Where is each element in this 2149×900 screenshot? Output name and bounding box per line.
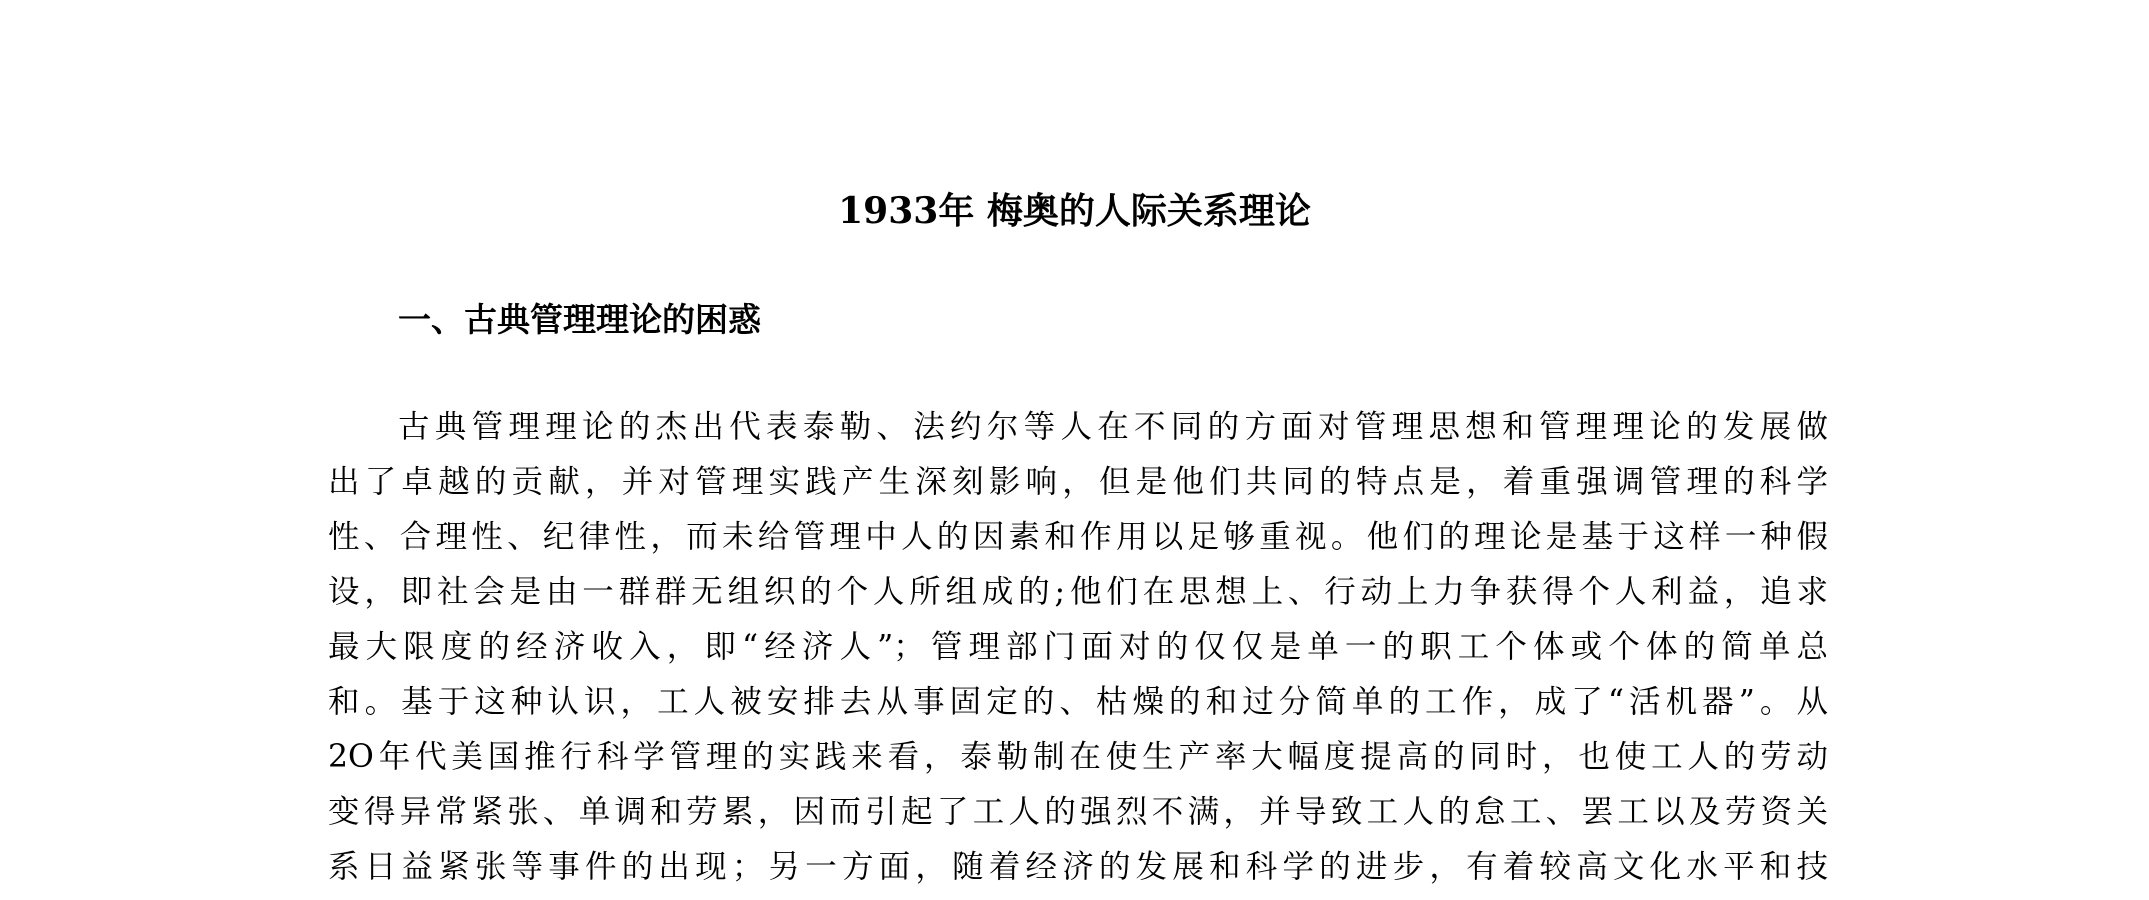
- paragraph-line: 和。基于这种认识，工人被安排去从事固定的、枯燥的和过分简单的工作，成了“活机器”。从: [328, 684, 1828, 720]
- paragraph-line: 出了卓越的贡献，并对管理实践产生深刻影响，但是他们共同的特点是，着重强调管理的科学: [328, 464, 1828, 500]
- paragraph-line: 设，即社会是由一群群无组织的个人所组成的;他们在思想上、行动上力争获得个人利益，追求: [328, 574, 1828, 610]
- section-heading: 一、古典管理理论的困惑: [398, 300, 761, 339]
- paragraph-line: 古典管理理论的杰出代表泰勒、法约尔等人在不同的方面对管理思想和管理理论的发展做: [398, 409, 1828, 445]
- paragraph-line: 最大限度的经济收入，即“经济人”；管理部门面对的仅仅是单一的职工个体或个体的简单总: [328, 629, 1828, 665]
- paragraph-line: 2O年代美国推行科学管理的实践来看，泰勒制在使生产率大幅度提高的同时，也使工人的劳动: [328, 739, 1828, 775]
- paragraph-line: 系日益紧张等事件的出现；另一方面，随着经济的发展和科学的进步，有着较高文化水平和技: [328, 849, 1828, 885]
- paragraph-line: 变得异常紧张、单调和劳累，因而引起了工人的强烈不满，并导致工人的怠工、罢工以及劳资关: [328, 794, 1828, 830]
- paragraph-line: 性、合理性、纪律性，而未给管理中人的因素和作用以足够重视。他们的理论是基于这样一种假: [328, 519, 1828, 555]
- body-paragraph: [328, 400, 1828, 895]
- document-title: 1933年 梅奥的人际关系理论: [838, 190, 1311, 232]
